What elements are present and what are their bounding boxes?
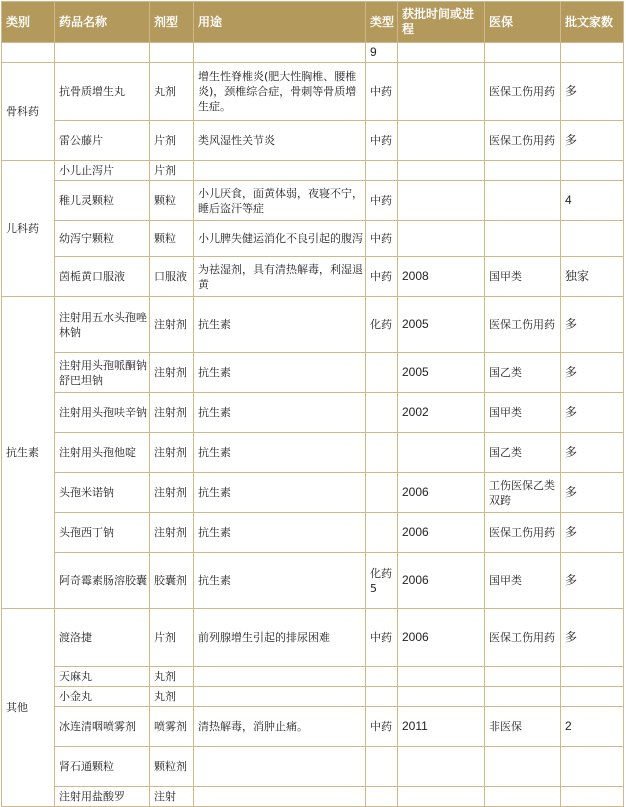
empty-cell — [398, 43, 485, 63]
table-row — [2, 787, 624, 807]
table-row — [2, 667, 624, 687]
drug-name: 阿奇霉素肠溶胶囊 — [55, 553, 150, 609]
drug-type: 化药5 — [366, 553, 398, 609]
header-usage: 用途 — [194, 2, 366, 43]
approval-time: 2008 — [398, 257, 485, 297]
approval-time — [398, 121, 485, 161]
table-row — [2, 257, 624, 297]
insurance — [485, 787, 561, 807]
header-dosage-form: 剂型 — [150, 2, 194, 43]
insurance: 工伤医保乙类双跨 — [485, 473, 561, 513]
drug-type: 中药 — [366, 181, 398, 221]
drug-type: 中药 — [366, 121, 398, 161]
insurance: 国甲类 — [485, 553, 561, 609]
table-row — [2, 63, 624, 121]
insurance: 国乙类 — [485, 353, 561, 393]
approval-time: 2011 — [398, 707, 485, 747]
drug-name: 茵栀黄口服液 — [55, 257, 150, 297]
empty-cell — [485, 43, 561, 63]
table-row — [2, 297, 624, 353]
dosage-form: 片剂 — [150, 121, 194, 161]
usage: 小儿厌食，面黄体弱，夜寝不宁，睡后盗汗等症 — [194, 181, 366, 221]
dosage-form: 注射剂 — [150, 513, 194, 553]
drug-type — [366, 433, 398, 473]
drug-name: 小儿止泻片 — [55, 161, 150, 181]
drug-name: 冰连清咽喷雾剂 — [55, 707, 150, 747]
drug-table — [1, 1, 624, 807]
insurance: 医保工伤用药 — [485, 513, 561, 553]
dosage-form: 颗粒剂 — [150, 747, 194, 787]
category-cell: 抗生素 — [2, 297, 55, 609]
drug-type: 中药 — [366, 63, 398, 121]
insurance — [485, 667, 561, 687]
header-row — [2, 2, 624, 43]
approval-count: 多 — [561, 433, 624, 473]
drug-name: 肾石通颗粒 — [55, 747, 150, 787]
drug-name: 注射用五水头孢唑林钠 — [55, 297, 150, 353]
table-row — [2, 393, 624, 433]
drug-name: 头孢米诺钠 — [55, 473, 150, 513]
insurance — [485, 747, 561, 787]
usage: 类风湿性关节炎 — [194, 121, 366, 161]
approval-time — [398, 667, 485, 687]
insurance — [485, 161, 561, 181]
drug-name: 抗骨质增生丸 — [55, 63, 150, 121]
approval-count: 多 — [561, 473, 624, 513]
drug-type: 中药 — [366, 609, 398, 667]
header-category: 类别 — [2, 2, 55, 43]
drug-name: 幼泻宁颗粒 — [55, 221, 150, 257]
insurance — [485, 687, 561, 707]
usage — [194, 667, 366, 687]
empty-cell — [2, 43, 55, 63]
drug-name: 注射用盐酸罗 — [55, 787, 150, 807]
dosage-form: 口服液 — [150, 257, 194, 297]
approval-count: 多 — [561, 513, 624, 553]
drug-type: 化药 — [366, 297, 398, 353]
drug-type — [366, 353, 398, 393]
approval-count: 多 — [561, 609, 624, 667]
drug-name: 稚儿灵颗粒 — [55, 181, 150, 221]
drug-type — [366, 513, 398, 553]
approval-count — [561, 747, 624, 787]
table-row — [2, 687, 624, 707]
drug-type — [366, 473, 398, 513]
header-approvals: 批文家数 — [561, 2, 624, 43]
approval-time: 2006 — [398, 553, 485, 609]
table-row — [2, 161, 624, 181]
usage: 小儿脾失健运消化不良引起的腹泻 — [194, 221, 366, 257]
drug-name: 雷公藤片 — [55, 121, 150, 161]
insurance: 医保工伤用药 — [485, 63, 561, 121]
dosage-form: 胶囊剂 — [150, 553, 194, 609]
dosage-form: 注射剂 — [150, 353, 194, 393]
table-row — [2, 747, 624, 787]
dosage-form: 注射剂 — [150, 433, 194, 473]
drug-name: 渡洛捷 — [55, 609, 150, 667]
table-row — [2, 433, 624, 473]
dosage-form: 喷雾剂 — [150, 707, 194, 747]
approval-time — [398, 787, 485, 807]
insurance: 国乙类 — [485, 433, 561, 473]
dosage-form: 注射剂 — [150, 473, 194, 513]
drug-type — [366, 393, 398, 433]
dosage-form: 丸剂 — [150, 687, 194, 707]
approval-count: 多 — [561, 297, 624, 353]
insurance: 医保工伤用药 — [485, 297, 561, 353]
header-approval-time: 获批时间或进程 — [398, 2, 485, 43]
dosage-form: 颗粒 — [150, 221, 194, 257]
usage: 抗生素 — [194, 393, 366, 433]
approval-time — [398, 221, 485, 257]
approval-count — [561, 687, 624, 707]
category-cell: 儿科药 — [2, 161, 55, 297]
approval-count: 4 — [561, 181, 624, 221]
approval-count: 2 — [561, 707, 624, 747]
approval-time — [398, 747, 485, 787]
header-insurance: 医保 — [485, 2, 561, 43]
usage — [194, 787, 366, 807]
table-row — [2, 553, 624, 609]
insurance — [485, 221, 561, 257]
drug-type — [366, 667, 398, 687]
approval-count: 多 — [561, 553, 624, 609]
approval-count: 多 — [561, 393, 624, 433]
usage: 抗生素 — [194, 473, 366, 513]
usage: 前列腺增生引起的排尿困难 — [194, 609, 366, 667]
usage: 抗生素 — [194, 513, 366, 553]
table-row — [2, 181, 624, 221]
drug-type: 中药 — [366, 707, 398, 747]
approval-time: 2005 — [398, 353, 485, 393]
approval-count — [561, 221, 624, 257]
table-row — [2, 353, 624, 393]
dosage-form: 丸剂 — [150, 667, 194, 687]
table-row — [2, 513, 624, 553]
approval-time — [398, 63, 485, 121]
drug-type — [366, 161, 398, 181]
approval-time — [398, 161, 485, 181]
approval-count — [561, 161, 624, 181]
drug-name: 天麻丸 — [55, 667, 150, 687]
approval-count — [561, 667, 624, 687]
table-row — [2, 609, 624, 667]
dosage-form: 颗粒 — [150, 181, 194, 221]
dosage-form: 注射剂 — [150, 393, 194, 433]
category-cell: 骨科药 — [2, 63, 55, 161]
empty-cell — [561, 43, 624, 63]
table-row — [2, 221, 624, 257]
usage: 为祛湿剂，具有清热解毒，利湿退黄 — [194, 257, 366, 297]
insurance: 医保工伤用药 — [485, 121, 561, 161]
dosage-form: 注射 — [150, 787, 194, 807]
insurance — [485, 181, 561, 221]
dosage-form: 注射剂 — [150, 297, 194, 353]
approval-time — [398, 687, 485, 707]
approval-time: 2006 — [398, 609, 485, 667]
approval-count: 多 — [561, 353, 624, 393]
approval-time: 2005 — [398, 297, 485, 353]
drug-name: 小金丸 — [55, 687, 150, 707]
approval-time: 2006 — [398, 473, 485, 513]
empty-cell — [150, 43, 194, 63]
drug-name: 注射用头孢哌酮钠舒巴坦钠 — [55, 353, 150, 393]
header-drug-name: 药品名称 — [55, 2, 150, 43]
dosage-form: 丸剂 — [150, 63, 194, 121]
drug-type — [366, 687, 398, 707]
approval-count — [561, 787, 624, 807]
usage: 增生性脊椎炎(肥大性胸椎、腰椎炎)，颈椎综合症，骨刺等骨质增生症。 — [194, 63, 366, 121]
usage — [194, 161, 366, 181]
approval-count: 多 — [561, 121, 624, 161]
usage: 抗生素 — [194, 553, 366, 609]
dosage-form: 片剂 — [150, 609, 194, 667]
dosage-form: 片剂 — [150, 161, 194, 181]
table-row — [2, 473, 624, 513]
usage — [194, 747, 366, 787]
drug-name: 注射用头孢呋辛钠 — [55, 393, 150, 433]
insurance: 国甲类 — [485, 393, 561, 433]
drug-type: 中药 — [366, 221, 398, 257]
header-type: 类型 — [366, 2, 398, 43]
approval-time — [398, 181, 485, 221]
insurance: 医保工伤用药 — [485, 609, 561, 667]
usage: 清热解毒，消肿止痛。 — [194, 707, 366, 747]
insurance: 国甲类 — [485, 257, 561, 297]
approval-count: 多 — [561, 63, 624, 121]
empty-cell — [55, 43, 150, 63]
usage — [194, 687, 366, 707]
approval-time: 2002 — [398, 393, 485, 433]
usage: 抗生素 — [194, 297, 366, 353]
fragment-row — [2, 43, 624, 63]
table-row — [2, 121, 624, 161]
drug-type — [366, 787, 398, 807]
usage: 抗生素 — [194, 353, 366, 393]
table-row — [2, 707, 624, 747]
drug-name: 头孢西丁钠 — [55, 513, 150, 553]
category-cell: 其他 — [2, 609, 55, 807]
drug-type: 中药 — [366, 257, 398, 297]
usage: 抗生素 — [194, 433, 366, 473]
approval-time — [398, 433, 485, 473]
fragment-type: 9 — [366, 43, 398, 63]
empty-cell — [194, 43, 366, 63]
drug-type — [366, 747, 398, 787]
insurance: 非医保 — [485, 707, 561, 747]
drug-name: 注射用头孢他啶 — [55, 433, 150, 473]
approval-time: 2006 — [398, 513, 485, 553]
approval-count: 独家 — [561, 257, 624, 297]
